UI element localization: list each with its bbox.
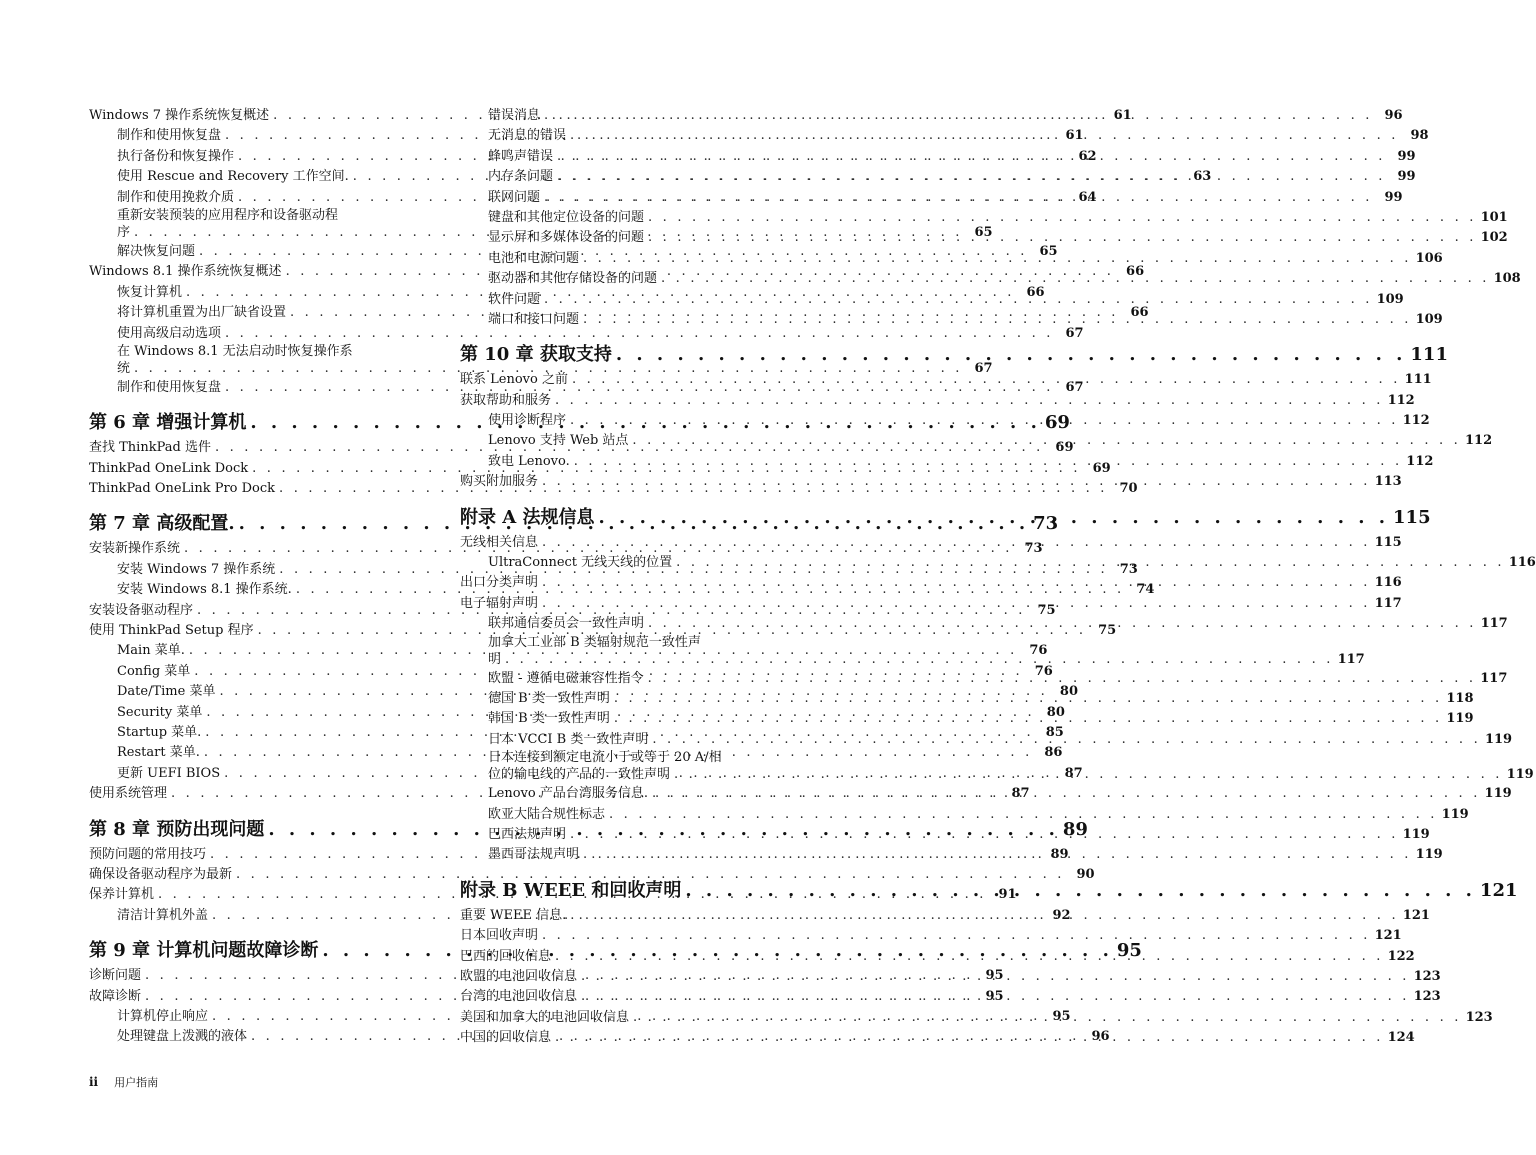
dot-leader: [505, 651, 1334, 669]
entry-title: 安装新操作系统: [89, 541, 181, 557]
entry-page-number: 115: [1374, 534, 1402, 550]
entry-title: Security 菜单: [117, 704, 203, 720]
entry-page-number: 67: [1065, 325, 1084, 341]
entry-title: 制作和使用挽救介质: [117, 189, 235, 205]
dot-leader: [648, 228, 1477, 248]
entry-page-number: 65: [1039, 243, 1058, 259]
entry-title: 清洁计算机外盖: [117, 907, 209, 923]
entry-title: 无消息的错误: [488, 128, 567, 144]
entry-title: 制作和使用恢复盘: [117, 379, 222, 395]
chapter-page-number: 73: [1033, 513, 1059, 535]
dot-leader: [542, 472, 1371, 492]
entry-title: ThinkPad OneLink Dock: [89, 460, 249, 476]
entry-title: 欧盟的电池回收信息: [460, 968, 578, 984]
entry-title: 德国 B 类一致性声明: [488, 690, 610, 706]
entry-title: 联网问题: [488, 189, 541, 205]
dot-leader: [652, 730, 1481, 750]
toc-entry-wrapped-line[interactable]: 日本连接到额定电流小于或等于 20 A/相: [488, 750, 722, 766]
entry-page-number: 108: [1493, 271, 1521, 287]
toc-entry[interactable]: [89, 865, 1095, 885]
entry-title: 驱动器和其他存储设备的问题: [488, 271, 658, 287]
entry-page-number: 70: [1119, 481, 1138, 497]
entry-page-number: 112: [1406, 453, 1434, 469]
entry-title: 保养计算机: [89, 887, 155, 903]
toc-entry[interactable]: [89, 324, 1084, 344]
entry-page-number: 61: [1113, 108, 1132, 123]
dot-leader: [648, 614, 1477, 634]
entry-page-number: 119: [1506, 767, 1534, 783]
entry-page-number: 80: [1059, 684, 1079, 700]
entry-title: 确保设备驱动程序为最新: [89, 866, 233, 882]
entry-page-number: 64: [1078, 189, 1097, 205]
entry-title: 中国的回收信息: [460, 1030, 552, 1046]
entry-page-number: 99: [1397, 148, 1416, 164]
toc-entry-wrapped-line[interactable]: 加拿大工业部 B 类辐射规范一致性声: [488, 634, 701, 650]
dot-leader: [572, 370, 1401, 390]
entry-title: UltraConnect 无线天线的位置: [488, 555, 673, 571]
entry-page-number: 75: [1037, 602, 1056, 618]
entry-page-number: 123: [1413, 968, 1441, 984]
entry-title: 使用高级启动选项: [117, 325, 222, 341]
chapter-title: 附录 A 法规信息: [460, 506, 595, 528]
entry-title: 致电 Lenovo.: [488, 453, 570, 469]
entry-title-continued: 序: [117, 224, 131, 240]
entry-title: Config 菜单: [117, 663, 191, 679]
dot-leader: [555, 391, 1384, 411]
chapter-page-number: 89: [1062, 818, 1088, 840]
dot-leader: [599, 504, 1390, 532]
chapter-title: 第 9 章 计算机问题故障诊断: [89, 940, 319, 962]
entry-page-number: 65: [974, 224, 993, 240]
entry-title-continued: 位的输电线的产品的一致性声明: [488, 767, 671, 783]
toc-entry[interactable]: [460, 391, 1415, 411]
entry-title: 处理键盘上泼溅的液体: [117, 1029, 248, 1045]
entry-title: 端口和接口问题: [488, 311, 580, 327]
entry-page-number: 95: [985, 988, 1004, 1004]
entry-title: 制作和使用恢复盘: [117, 128, 222, 144]
entry-title: 故障诊断: [89, 988, 142, 1004]
entry-page-number: 109: [1415, 311, 1443, 327]
dot-leader: [544, 290, 1373, 310]
dot-leader: [542, 594, 1371, 614]
entry-page-number: 121: [1402, 907, 1430, 923]
entry-page-number: 119: [1446, 711, 1474, 727]
entry-page-number: 86: [1044, 745, 1063, 761]
dot-leader: [633, 1008, 1462, 1028]
entry-page-number: 69: [1092, 460, 1111, 476]
dot-leader: [581, 967, 1410, 987]
entry-page-number: 76: [1029, 643, 1048, 659]
entry-page-number: 89: [1050, 846, 1069, 862]
dot-leader: [614, 689, 1443, 709]
entry-title: 欧盟 - 遵循电磁兼容性指令: [488, 670, 644, 686]
entry-page-number: 75: [1098, 623, 1117, 639]
entry-page-number: 67: [974, 360, 993, 376]
dot-leader: [685, 877, 1476, 905]
chapter-title: 第 6 章 增强计算机: [89, 412, 247, 434]
entry-title: 显示屏和多媒体设备的问题: [488, 230, 645, 246]
dot-leader: [616, 341, 1407, 369]
entry-title: Startup 菜单.: [117, 724, 202, 740]
dot-leader: [570, 906, 1399, 926]
toc-entry-wrapped-line[interactable]: 重新安装预装的应用程序和设备驱动程: [117, 207, 339, 223]
entry-title: Main 菜单.: [117, 643, 185, 659]
entry-title: 使用系统管理: [89, 786, 168, 802]
chapter-page-number: 95: [1116, 940, 1142, 962]
entry-title: 韩国 B 类一致性声明: [488, 711, 610, 727]
dot-leader: [648, 208, 1477, 228]
entry-page-number: 119: [1484, 731, 1513, 747]
entry-page-number: 96: [1091, 1029, 1110, 1045]
entry-title: 欧亚大陆合规性标志: [488, 806, 606, 822]
entry-title: 内存条问题: [488, 169, 554, 185]
entry-page-number: 118: [1446, 690, 1474, 706]
toc-entry[interactable]: [460, 926, 1402, 946]
entry-page-number: 73: [1119, 561, 1138, 577]
entry-title: Lenovo 产品台湾服务信息.: [488, 786, 648, 802]
footer-doc-title: 用户指南: [114, 1076, 159, 1089]
entry-title: ThinkPad OneLink Pro Dock: [89, 481, 276, 497]
entry-page-number: 87: [1064, 765, 1083, 781]
dot-leader: [555, 947, 1384, 967]
entry-page-number: 62: [1078, 148, 1097, 164]
entry-page-number: 74: [1136, 582, 1155, 598]
entry-page-number: 66: [1026, 284, 1045, 300]
entry-title: 美国和加拿大的电池回收信息: [460, 1009, 630, 1025]
toc-entry-wrapped-line[interactable]: 在 Windows 8.1 无法启动时恢复操作系: [117, 343, 353, 359]
entry-page-number: 116: [1508, 555, 1536, 571]
entry-page-number: 92: [1052, 907, 1071, 923]
dot-leader: [557, 167, 1386, 187]
entry-title: 联系 Lenovo 之前: [460, 372, 568, 388]
entry-page-number: 123: [1413, 989, 1441, 1005]
entry-page-number: 99: [1384, 189, 1403, 205]
entry-title: Windows 8.1 操作系统恢复概述: [89, 264, 282, 280]
dot-leader: [542, 926, 1371, 946]
entry-title: 使用 Rescue and Recovery 工作空间.: [117, 169, 349, 185]
entry-page-number: 69: [1055, 440, 1074, 456]
entry-title: 执行备份和恢复操作: [117, 148, 235, 164]
entry-title: Restart 菜单.: [117, 745, 200, 761]
dot-leader: [652, 784, 1481, 804]
entry-title: 安装 Windows 7 操作系统: [117, 561, 276, 577]
entry-page-number: 76: [1034, 663, 1053, 679]
chapter-page-number: 115: [1393, 506, 1431, 528]
chapter-title: 第 8 章 预防出现问题: [89, 818, 265, 840]
entry-title: Date/Time 菜单: [117, 684, 216, 700]
dot-leader: [570, 411, 1399, 431]
entry-title: 重要 WEEE 信息.: [460, 907, 567, 923]
entry-page-number: 124: [1387, 1030, 1415, 1046]
dot-leader: [557, 147, 1386, 167]
chapter-title: 第 7 章 高级配置.: [89, 513, 235, 535]
entry-title: 出口分类声明: [460, 575, 539, 591]
dot-leader: [632, 431, 1461, 451]
entry-page-number: 113: [1374, 474, 1402, 490]
entry-page-number: 119: [1415, 847, 1443, 863]
entry-page-number: 121: [1374, 928, 1402, 944]
entry-page-number: 117: [1480, 670, 1508, 686]
entry-title: 日本 VCCI B 类一致性声明: [488, 731, 649, 747]
dot-leader: [583, 249, 1412, 269]
entry-title: 使用诊断程序: [488, 413, 567, 429]
entry-title: 计算机停止响应: [117, 1008, 209, 1024]
entry-title: 墨西哥法规声明: [488, 847, 580, 863]
toc-entry[interactable]: [89, 360, 993, 378]
entry-page-number: 63: [1193, 169, 1212, 185]
entry-page-number: 109: [1376, 291, 1404, 307]
dot-leader: [542, 573, 1371, 593]
entry-page-number: 117: [1337, 651, 1365, 667]
chapter-title: 附录 B WEEE 和回收声明: [460, 879, 682, 901]
entry-page-number: 116: [1374, 575, 1402, 591]
entry-title: Lenovo 支持 Web 站点: [488, 433, 629, 449]
dot-leader: [544, 106, 1373, 126]
entry-page-number: 102: [1480, 230, 1508, 246]
dot-leader: [614, 709, 1443, 729]
entry-page-number: 112: [1387, 392, 1415, 408]
entry-title: 预防问题的常用技巧: [89, 846, 207, 862]
chapter-title: 第 10 章 获取支持: [460, 344, 612, 366]
entry-page-number: 119: [1441, 806, 1469, 822]
entry-title: 蜂鸣声错误: [488, 148, 554, 164]
chapter-page-number: 69: [1044, 412, 1070, 434]
entry-title: 购买附加服务: [460, 474, 539, 490]
dot-leader: [661, 269, 1490, 289]
entry-page-number: 122: [1387, 948, 1415, 964]
entry-page-number: 99: [1397, 169, 1416, 185]
entry-title: 巴西的回收信息: [460, 948, 552, 964]
dot-leader: [676, 553, 1505, 573]
entry-title: 解决恢复问题: [117, 243, 196, 259]
entry-page-number: 95: [985, 968, 1004, 984]
chapter-page-number: 121: [1479, 879, 1518, 901]
toc-entry[interactable]: [460, 208, 1508, 228]
entry-title: 诊断问题: [89, 968, 142, 984]
entry-page-number: 117: [1374, 595, 1402, 611]
entry-title: 联邦通信委员会一致性声明: [488, 616, 645, 632]
entry-title: 台湾的电池回收信息: [460, 989, 578, 1005]
entry-page-number: 101: [1480, 209, 1508, 225]
dot-leader: [581, 987, 1410, 1007]
dot-leader: [542, 533, 1371, 553]
entry-page-number: 90: [1076, 866, 1095, 882]
entry-page-number: 73: [1024, 541, 1043, 557]
entry-page-number: 96: [1384, 108, 1403, 123]
entry-page-number: 111: [1404, 372, 1432, 388]
dot-leader: [544, 188, 1373, 208]
entry-page-number: 98: [1410, 128, 1429, 144]
entry-page-number: 66: [1126, 264, 1145, 280]
dot-leader: [609, 805, 1438, 825]
footer-page-number: ii: [89, 1075, 99, 1089]
entry-title: 无线相关信息: [460, 534, 539, 550]
entry-title-continued: 明: [488, 651, 502, 667]
chapter-page-number: 111: [1410, 344, 1448, 366]
entry-page-number: 106: [1415, 250, 1443, 266]
dot-leader: [555, 1028, 1384, 1048]
entry-title: 将计算机重置为出厂缺省设置: [117, 305, 287, 321]
entry-page-number: 87: [1011, 786, 1030, 802]
page-footer: [89, 1074, 158, 1090]
entry-title: 电子辐射声明: [460, 595, 539, 611]
entry-page-number: 95: [1052, 1008, 1071, 1024]
entry-title: 软件问题: [488, 291, 541, 307]
dot-leader: [648, 669, 1477, 689]
entry-page-number: 80: [1046, 704, 1065, 720]
entry-title: 更新 UEFI BIOS: [117, 765, 221, 781]
entry-title: 安装设备驱动程序: [89, 602, 194, 618]
entry-title: 恢复计算机: [117, 284, 183, 300]
entry-page-number: 119: [1402, 826, 1430, 842]
entry-page-number: 119: [1484, 786, 1512, 802]
entry-title: 获取帮助和服务: [460, 392, 552, 408]
entry-title: 错误消息: [488, 108, 541, 123]
entry-title: 安装 Windows 8.1 操作系统.: [117, 582, 292, 598]
entry-page-number: 123: [1465, 1009, 1493, 1025]
dot-leader: [570, 126, 1399, 146]
entry-title: 键盘和其他定位设备的问题: [488, 209, 645, 225]
dot-leader: [583, 310, 1412, 330]
dot-leader: [583, 845, 1412, 865]
entry-page-number: 85: [1045, 724, 1064, 740]
entry-title: Windows 7 操作系统恢复概述: [89, 108, 270, 123]
entry-page-number: 66: [1130, 305, 1149, 321]
entry-title: 日本回收声明: [460, 928, 539, 944]
entry-page-number: 61: [1065, 128, 1084, 144]
entry-page-number: 67: [1065, 379, 1084, 395]
entry-page-number: 112: [1402, 413, 1430, 429]
dot-leader: [574, 452, 1403, 472]
entry-page-number: 117: [1480, 616, 1508, 632]
entry-title-continued: 统: [117, 360, 131, 376]
entry-title: 巴西法规声明: [488, 826, 567, 842]
dot-leader: [570, 825, 1399, 845]
entry-title: 查找 ThinkPad 选件: [89, 440, 211, 456]
toc-entry[interactable]: [460, 805, 1469, 825]
dot-leader: [674, 766, 1503, 784]
entry-title: 电池和电源问题: [488, 250, 580, 266]
entry-page-number: 112: [1464, 433, 1493, 449]
entry-page-number: 91: [998, 887, 1017, 903]
entry-title: 使用 ThinkPad Setup 程序: [89, 623, 254, 639]
